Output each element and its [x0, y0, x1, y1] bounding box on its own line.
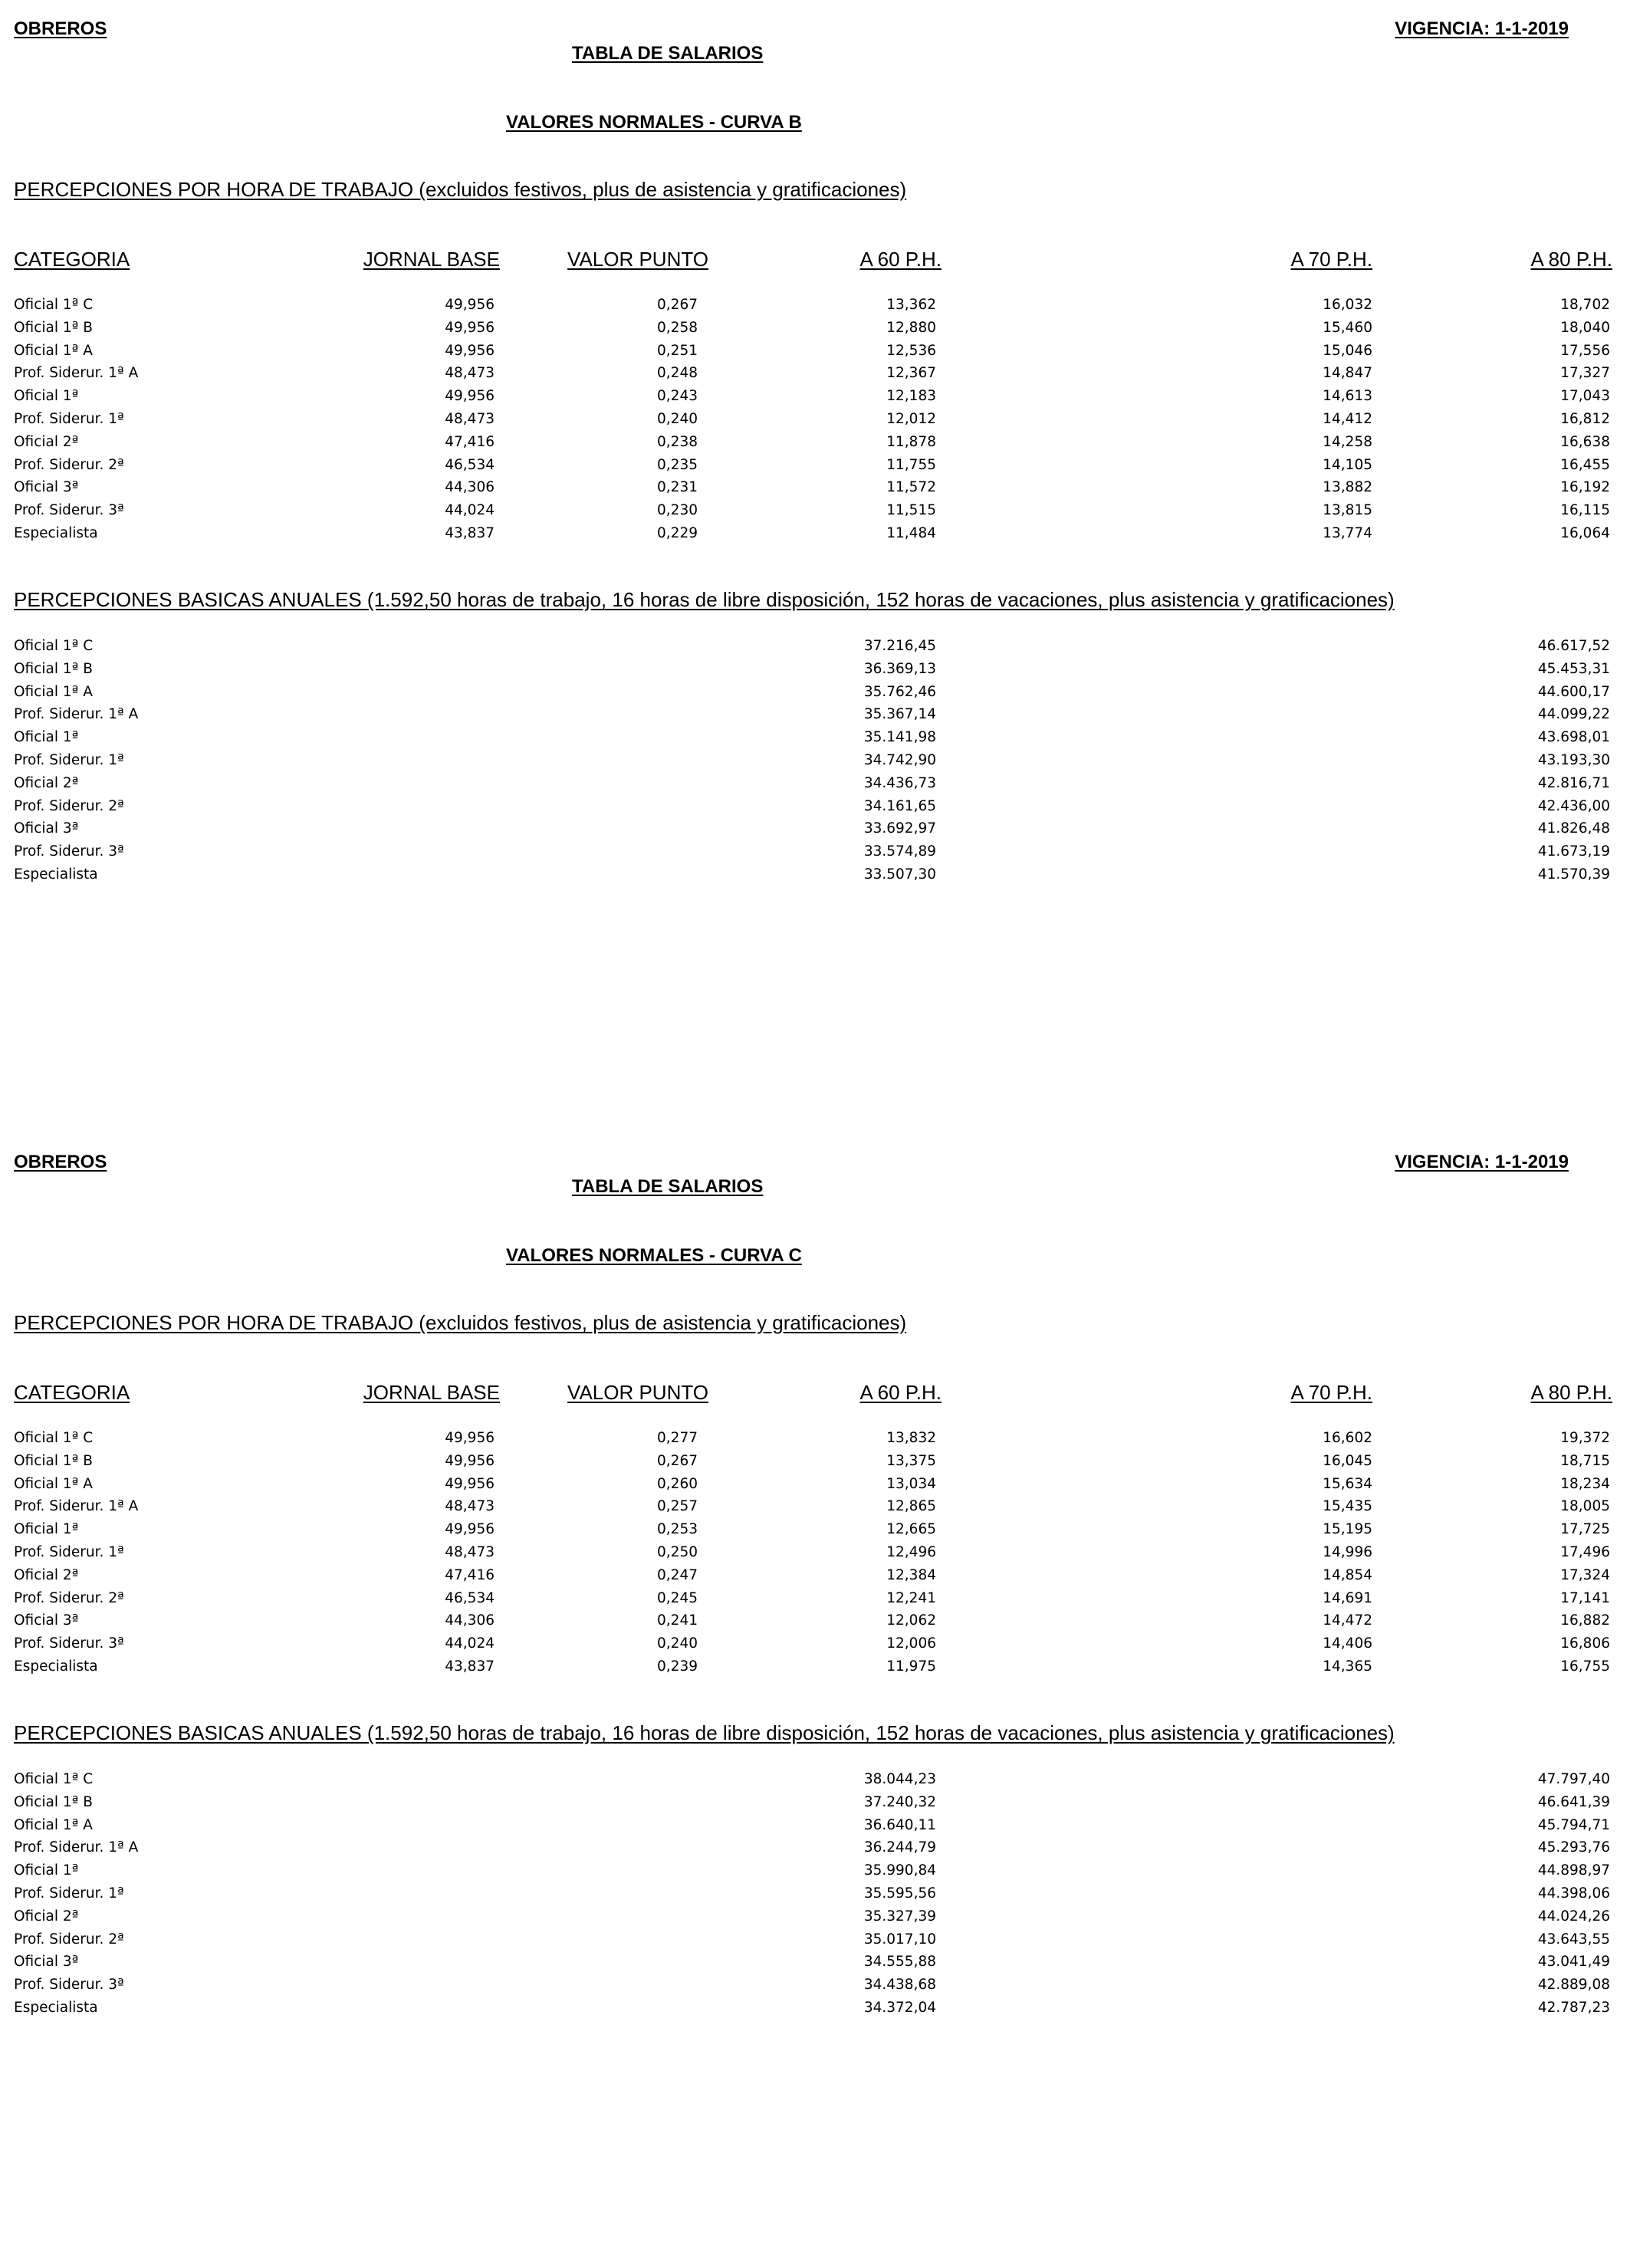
hourly-value: 14,472	[1323, 1612, 1372, 1629]
hourly-value: 49,956	[445, 388, 495, 405]
hourly-value: 16,602	[1323, 1430, 1372, 1446]
hourly-value: 0,243	[657, 388, 698, 405]
annual-value: 34.436,73	[863, 774, 936, 791]
column-header: A 60 P.H.	[859, 248, 942, 271]
row-category: Oficial 2ª	[14, 1566, 79, 1583]
column-header: JORNAL BASE	[363, 248, 500, 271]
annual-value: 34.742,90	[863, 752, 936, 768]
row-category: Prof. Siderur. 2ª	[14, 1589, 124, 1606]
hourly-value: 49,956	[445, 1430, 495, 1446]
annual-value: 37.216,45	[863, 638, 936, 654]
hourly-value: 44,306	[445, 1612, 495, 1629]
hourly-value: 17,043	[1560, 388, 1610, 405]
row-category: Oficial 1ª A	[14, 1816, 93, 1833]
left-title: OBREROS	[14, 18, 107, 39]
hourly-value: 12,062	[886, 1612, 936, 1629]
hourly-value: 0,253	[657, 1521, 698, 1538]
annual-value: 34.555,88	[863, 1954, 936, 1971]
hourly-value: 44,024	[445, 502, 495, 519]
hourly-value: 12,865	[886, 1498, 936, 1515]
annual-value: 35.990,84	[863, 1862, 936, 1879]
hourly-value: 16,455	[1560, 456, 1610, 473]
hourly-value: 44,306	[445, 479, 495, 496]
annual-value: 35.017,10	[863, 1931, 936, 1948]
row-category: Oficial 3ª	[14, 1612, 79, 1629]
hourly-value: 17,141	[1560, 1589, 1610, 1606]
annual-value: 34.438,68	[863, 1977, 936, 1994]
hourly-value: 11,975	[886, 1658, 936, 1675]
row-category: Prof. Siderur. 1ª	[14, 1544, 124, 1560]
annual-value: 44.600,17	[1537, 683, 1610, 700]
row-category: Oficial 1ª	[14, 1862, 79, 1879]
hourly-value: 16,638	[1560, 433, 1610, 450]
annual-value: 33.507,30	[863, 866, 936, 883]
hourly-value: 16,755	[1560, 1658, 1610, 1675]
hourly-value: 16,045	[1323, 1452, 1372, 1469]
hourly-value: 0,267	[657, 297, 698, 313]
annual-value: 35.327,39	[863, 1908, 936, 1925]
hourly-value: 12,496	[886, 1544, 936, 1560]
annual-value: 35.595,56	[863, 1885, 936, 1902]
hourly-value: 13,882	[1323, 479, 1372, 496]
hourly-value: 48,473	[445, 1544, 495, 1560]
hourly-value: 18,702	[1560, 297, 1610, 313]
annual-section-title: PERCEPCIONES BASICAS ANUALES (1.592,50 horas de trabajo, 16 horas de libre disposición, 152 horas de vacaciones, plus asistencia y gratificaciones)	[14, 588, 1395, 611]
row-category: Prof. Siderur. 1ª A	[14, 365, 139, 382]
hourly-section-title: PERCEPCIONES POR HORA DE TRABAJO (excluidos festivos, plus de asistencia y gratificaciones)	[14, 1311, 907, 1334]
column-header: A 70 P.H.	[1290, 1381, 1372, 1404]
annual-value: 34.372,04	[863, 2000, 936, 2016]
hourly-value: 16,192	[1560, 479, 1610, 496]
annual-value: 44.898,97	[1537, 1862, 1610, 1879]
hourly-value: 13,362	[886, 297, 936, 313]
row-category: Oficial 1ª A	[14, 1475, 93, 1492]
hourly-value: 49,956	[445, 342, 495, 359]
annual-value: 34.161,65	[863, 797, 936, 814]
row-category: Oficial 1ª	[14, 1521, 79, 1538]
column-header: VALOR PUNTO	[567, 1381, 708, 1404]
annual-value: 46.641,39	[1537, 1793, 1610, 1810]
hourly-value: 14,365	[1323, 1658, 1372, 1675]
hourly-value: 43,837	[445, 1658, 495, 1675]
hourly-value: 13,815	[1323, 502, 1372, 519]
hourly-value: 0,260	[657, 1475, 698, 1492]
hourly-value: 48,473	[445, 365, 495, 382]
hourly-value: 19,372	[1560, 1430, 1610, 1446]
hourly-value: 0,229	[657, 525, 698, 541]
hourly-value: 14,996	[1323, 1544, 1372, 1560]
salary-table-block	[0, 1133, 1630, 2268]
center-title: TABLA DE SALARIOS	[572, 1176, 764, 1197]
row-category: Oficial 3ª	[14, 1954, 79, 1971]
row-category: Prof. Siderur. 3ª	[14, 843, 124, 860]
annual-value: 35.141,98	[863, 729, 936, 746]
annual-value: 45.293,76	[1537, 1839, 1610, 1856]
hourly-value: 11,755	[886, 456, 936, 473]
hourly-value: 13,774	[1323, 525, 1372, 541]
row-category: Oficial 3ª	[14, 820, 79, 837]
row-category: Prof. Siderur. 3ª	[14, 502, 124, 519]
row-category: Prof. Siderur. 2ª	[14, 797, 124, 814]
annual-value: 33.692,97	[863, 820, 936, 837]
annual-value: 36.244,79	[863, 1839, 936, 1856]
hourly-value: 16,032	[1323, 297, 1372, 313]
annual-value: 37.240,32	[863, 1793, 936, 1810]
hourly-value: 47,416	[445, 433, 495, 450]
column-header: JORNAL BASE	[363, 1381, 500, 1404]
hourly-section-title: PERCEPCIONES POR HORA DE TRABAJO (excluidos festivos, plus de asistencia y gratificaciones)	[14, 178, 907, 201]
row-category: Especialista	[14, 2000, 98, 2016]
hourly-value: 0,240	[657, 1635, 698, 1652]
hourly-value: 12,367	[886, 365, 936, 382]
hourly-value: 14,613	[1323, 388, 1372, 405]
annual-value: 43.698,01	[1537, 729, 1610, 746]
hourly-value: 15,046	[1323, 342, 1372, 359]
hourly-value: 44,024	[445, 1635, 495, 1652]
hourly-value: 0,251	[657, 342, 698, 359]
annual-value: 43.041,49	[1537, 1954, 1610, 1971]
hourly-value: 0,231	[657, 479, 698, 496]
hourly-value: 49,956	[445, 297, 495, 313]
row-category: Especialista	[14, 1658, 98, 1675]
hourly-value: 17,725	[1560, 1521, 1610, 1538]
hourly-value: 16,806	[1560, 1635, 1610, 1652]
right-title: VIGENCIA: 1-1-2019	[1395, 1152, 1569, 1172]
hourly-value: 18,715	[1560, 1452, 1610, 1469]
hourly-value: 14,412	[1323, 411, 1372, 427]
annual-value: 45.794,71	[1537, 1816, 1610, 1833]
hourly-value: 49,956	[445, 319, 495, 336]
hourly-value: 14,105	[1323, 456, 1372, 473]
annual-section-title: PERCEPCIONES BASICAS ANUALES (1.592,50 horas de trabajo, 16 horas de libre disposición, 152 horas de vacaciones, plus asistencia y gratificaciones)	[14, 1721, 1395, 1744]
hourly-value: 13,034	[886, 1475, 936, 1492]
annual-value: 41.826,48	[1537, 820, 1610, 837]
hourly-value: 46,534	[445, 456, 495, 473]
hourly-value: 18,234	[1560, 1475, 1610, 1492]
annual-value: 42.436,00	[1537, 797, 1610, 814]
annual-value: 44.398,06	[1537, 1885, 1610, 1902]
hourly-value: 13,832	[886, 1430, 936, 1446]
hourly-value: 14,406	[1323, 1635, 1372, 1652]
hourly-value: 43,837	[445, 525, 495, 541]
hourly-value: 15,435	[1323, 1498, 1372, 1515]
annual-value: 38.044,23	[863, 1771, 936, 1787]
column-header: A 70 P.H.	[1290, 248, 1372, 271]
row-category: Oficial 1ª C	[14, 638, 94, 654]
row-category: Oficial 1ª B	[14, 319, 93, 336]
hourly-value: 15,634	[1323, 1475, 1372, 1492]
hourly-value: 12,012	[886, 411, 936, 427]
hourly-value: 12,880	[886, 319, 936, 336]
hourly-value: 12,006	[886, 1635, 936, 1652]
hourly-value: 16,882	[1560, 1612, 1610, 1629]
hourly-value: 18,005	[1560, 1498, 1610, 1515]
hourly-value: 47,416	[445, 1566, 495, 1583]
right-title: VIGENCIA: 1-1-2019	[1395, 18, 1569, 39]
hourly-value: 17,327	[1560, 365, 1610, 382]
hourly-value: 15,460	[1323, 319, 1372, 336]
hourly-value: 48,473	[445, 1498, 495, 1515]
hourly-value: 0,248	[657, 365, 698, 382]
row-category: Prof. Siderur. 2ª	[14, 1931, 124, 1948]
hourly-value: 17,496	[1560, 1544, 1610, 1560]
row-category: Oficial 1ª B	[14, 1793, 93, 1810]
hourly-value: 12,183	[886, 388, 936, 405]
hourly-value: 46,534	[445, 1589, 495, 1606]
annual-value: 47.797,40	[1537, 1771, 1610, 1787]
hourly-value: 14,691	[1323, 1589, 1372, 1606]
hourly-value: 17,556	[1560, 342, 1610, 359]
annual-value: 43.643,55	[1537, 1931, 1610, 1948]
hourly-value: 0,230	[657, 502, 698, 519]
row-category: Prof. Siderur. 1ª A	[14, 706, 139, 723]
annual-value: 36.640,11	[863, 1816, 936, 1833]
hourly-value: 0,250	[657, 1544, 698, 1560]
hourly-value: 0,239	[657, 1658, 698, 1675]
column-header: A 80 P.H.	[1530, 248, 1612, 271]
row-category: Oficial 1ª C	[14, 1771, 94, 1787]
annual-value: 41.570,39	[1537, 866, 1610, 883]
hourly-value: 12,536	[886, 342, 936, 359]
row-category: Especialista	[14, 866, 98, 883]
column-header: CATEGORIA	[14, 248, 130, 271]
annual-value: 41.673,19	[1537, 843, 1610, 860]
center-title: TABLA DE SALARIOS	[572, 43, 764, 64]
annual-value: 42.816,71	[1537, 774, 1610, 791]
annual-value: 35.367,14	[863, 706, 936, 723]
hourly-value: 11,515	[886, 502, 936, 519]
row-category: Oficial 1ª B	[14, 1452, 93, 1469]
hourly-value: 16,812	[1560, 411, 1610, 427]
column-header: A 80 P.H.	[1530, 1381, 1612, 1404]
hourly-value: 14,854	[1323, 1566, 1372, 1583]
row-category: Prof. Siderur. 1ª A	[14, 1498, 139, 1515]
hourly-value: 11,878	[886, 433, 936, 450]
row-category: Prof. Siderur. 3ª	[14, 1635, 124, 1652]
hourly-value: 13,375	[886, 1452, 936, 1469]
row-category: Prof. Siderur. 1ª	[14, 1885, 124, 1902]
hourly-value: 0,235	[657, 456, 698, 473]
hourly-value: 18,040	[1560, 319, 1610, 336]
hourly-value: 49,956	[445, 1475, 495, 1492]
hourly-value: 0,241	[657, 1612, 698, 1629]
left-title: OBREROS	[14, 1152, 107, 1172]
row-category: Oficial 2ª	[14, 433, 79, 450]
row-category: Oficial 2ª	[14, 1908, 79, 1925]
annual-value: 33.574,89	[863, 843, 936, 860]
hourly-value: 0,240	[657, 411, 698, 427]
hourly-value: 0,257	[657, 1498, 698, 1515]
hourly-value: 11,572	[886, 479, 936, 496]
hourly-value: 0,245	[657, 1589, 698, 1606]
hourly-value: 49,956	[445, 1521, 495, 1538]
hourly-value: 16,064	[1560, 525, 1610, 541]
subtitle: VALORES NORMALES - CURVA B	[506, 112, 802, 133]
row-category: Prof. Siderur. 1ª	[14, 752, 124, 768]
column-header: CATEGORIA	[14, 1381, 130, 1404]
hourly-value: 11,484	[886, 525, 936, 541]
row-category: Oficial 1ª	[14, 388, 79, 405]
row-category: Oficial 2ª	[14, 774, 79, 791]
annual-value: 44.099,22	[1537, 706, 1610, 723]
annual-value: 36.369,13	[863, 660, 936, 677]
annual-value: 35.762,46	[863, 683, 936, 700]
row-category: Oficial 1ª A	[14, 342, 93, 359]
hourly-value: 12,665	[886, 1521, 936, 1538]
hourly-value: 14,258	[1323, 433, 1372, 450]
annual-value: 46.617,52	[1537, 638, 1610, 654]
annual-value: 43.193,30	[1537, 752, 1610, 768]
row-category: Especialista	[14, 525, 98, 541]
annual-value: 42.889,08	[1537, 1977, 1610, 1994]
hourly-value: 17,324	[1560, 1566, 1610, 1583]
hourly-value: 12,241	[886, 1589, 936, 1606]
hourly-value: 15,195	[1323, 1521, 1372, 1538]
row-category: Oficial 1ª A	[14, 683, 93, 700]
row-category: Oficial 1ª	[14, 729, 79, 746]
hourly-value: 16,115	[1560, 502, 1610, 519]
column-header: A 60 P.H.	[859, 1381, 942, 1404]
row-category: Oficial 1ª C	[14, 297, 94, 313]
hourly-value: 49,956	[445, 1452, 495, 1469]
row-category: Prof. Siderur. 3ª	[14, 1977, 124, 1994]
row-category: Prof. Siderur. 1ª A	[14, 1839, 139, 1856]
subtitle: VALORES NORMALES - CURVA C	[506, 1245, 802, 1266]
hourly-value: 0,247	[657, 1566, 698, 1583]
row-category: Oficial 1ª C	[14, 1430, 94, 1446]
hourly-value: 14,847	[1323, 365, 1372, 382]
column-header: VALOR PUNTO	[567, 248, 708, 271]
annual-value: 44.024,26	[1537, 1908, 1610, 1925]
row-category: Oficial 3ª	[14, 479, 79, 496]
hourly-value: 0,258	[657, 319, 698, 336]
hourly-value: 0,238	[657, 433, 698, 450]
row-category: Prof. Siderur. 2ª	[14, 456, 124, 473]
annual-value: 45.453,31	[1537, 660, 1610, 677]
row-category: Prof. Siderur. 1ª	[14, 411, 124, 427]
hourly-value: 0,277	[657, 1430, 698, 1446]
row-category: Oficial 1ª B	[14, 660, 93, 677]
hourly-value: 12,384	[886, 1566, 936, 1583]
annual-value: 42.787,23	[1537, 2000, 1610, 2016]
hourly-value: 0,267	[657, 1452, 698, 1469]
hourly-value: 48,473	[445, 411, 495, 427]
